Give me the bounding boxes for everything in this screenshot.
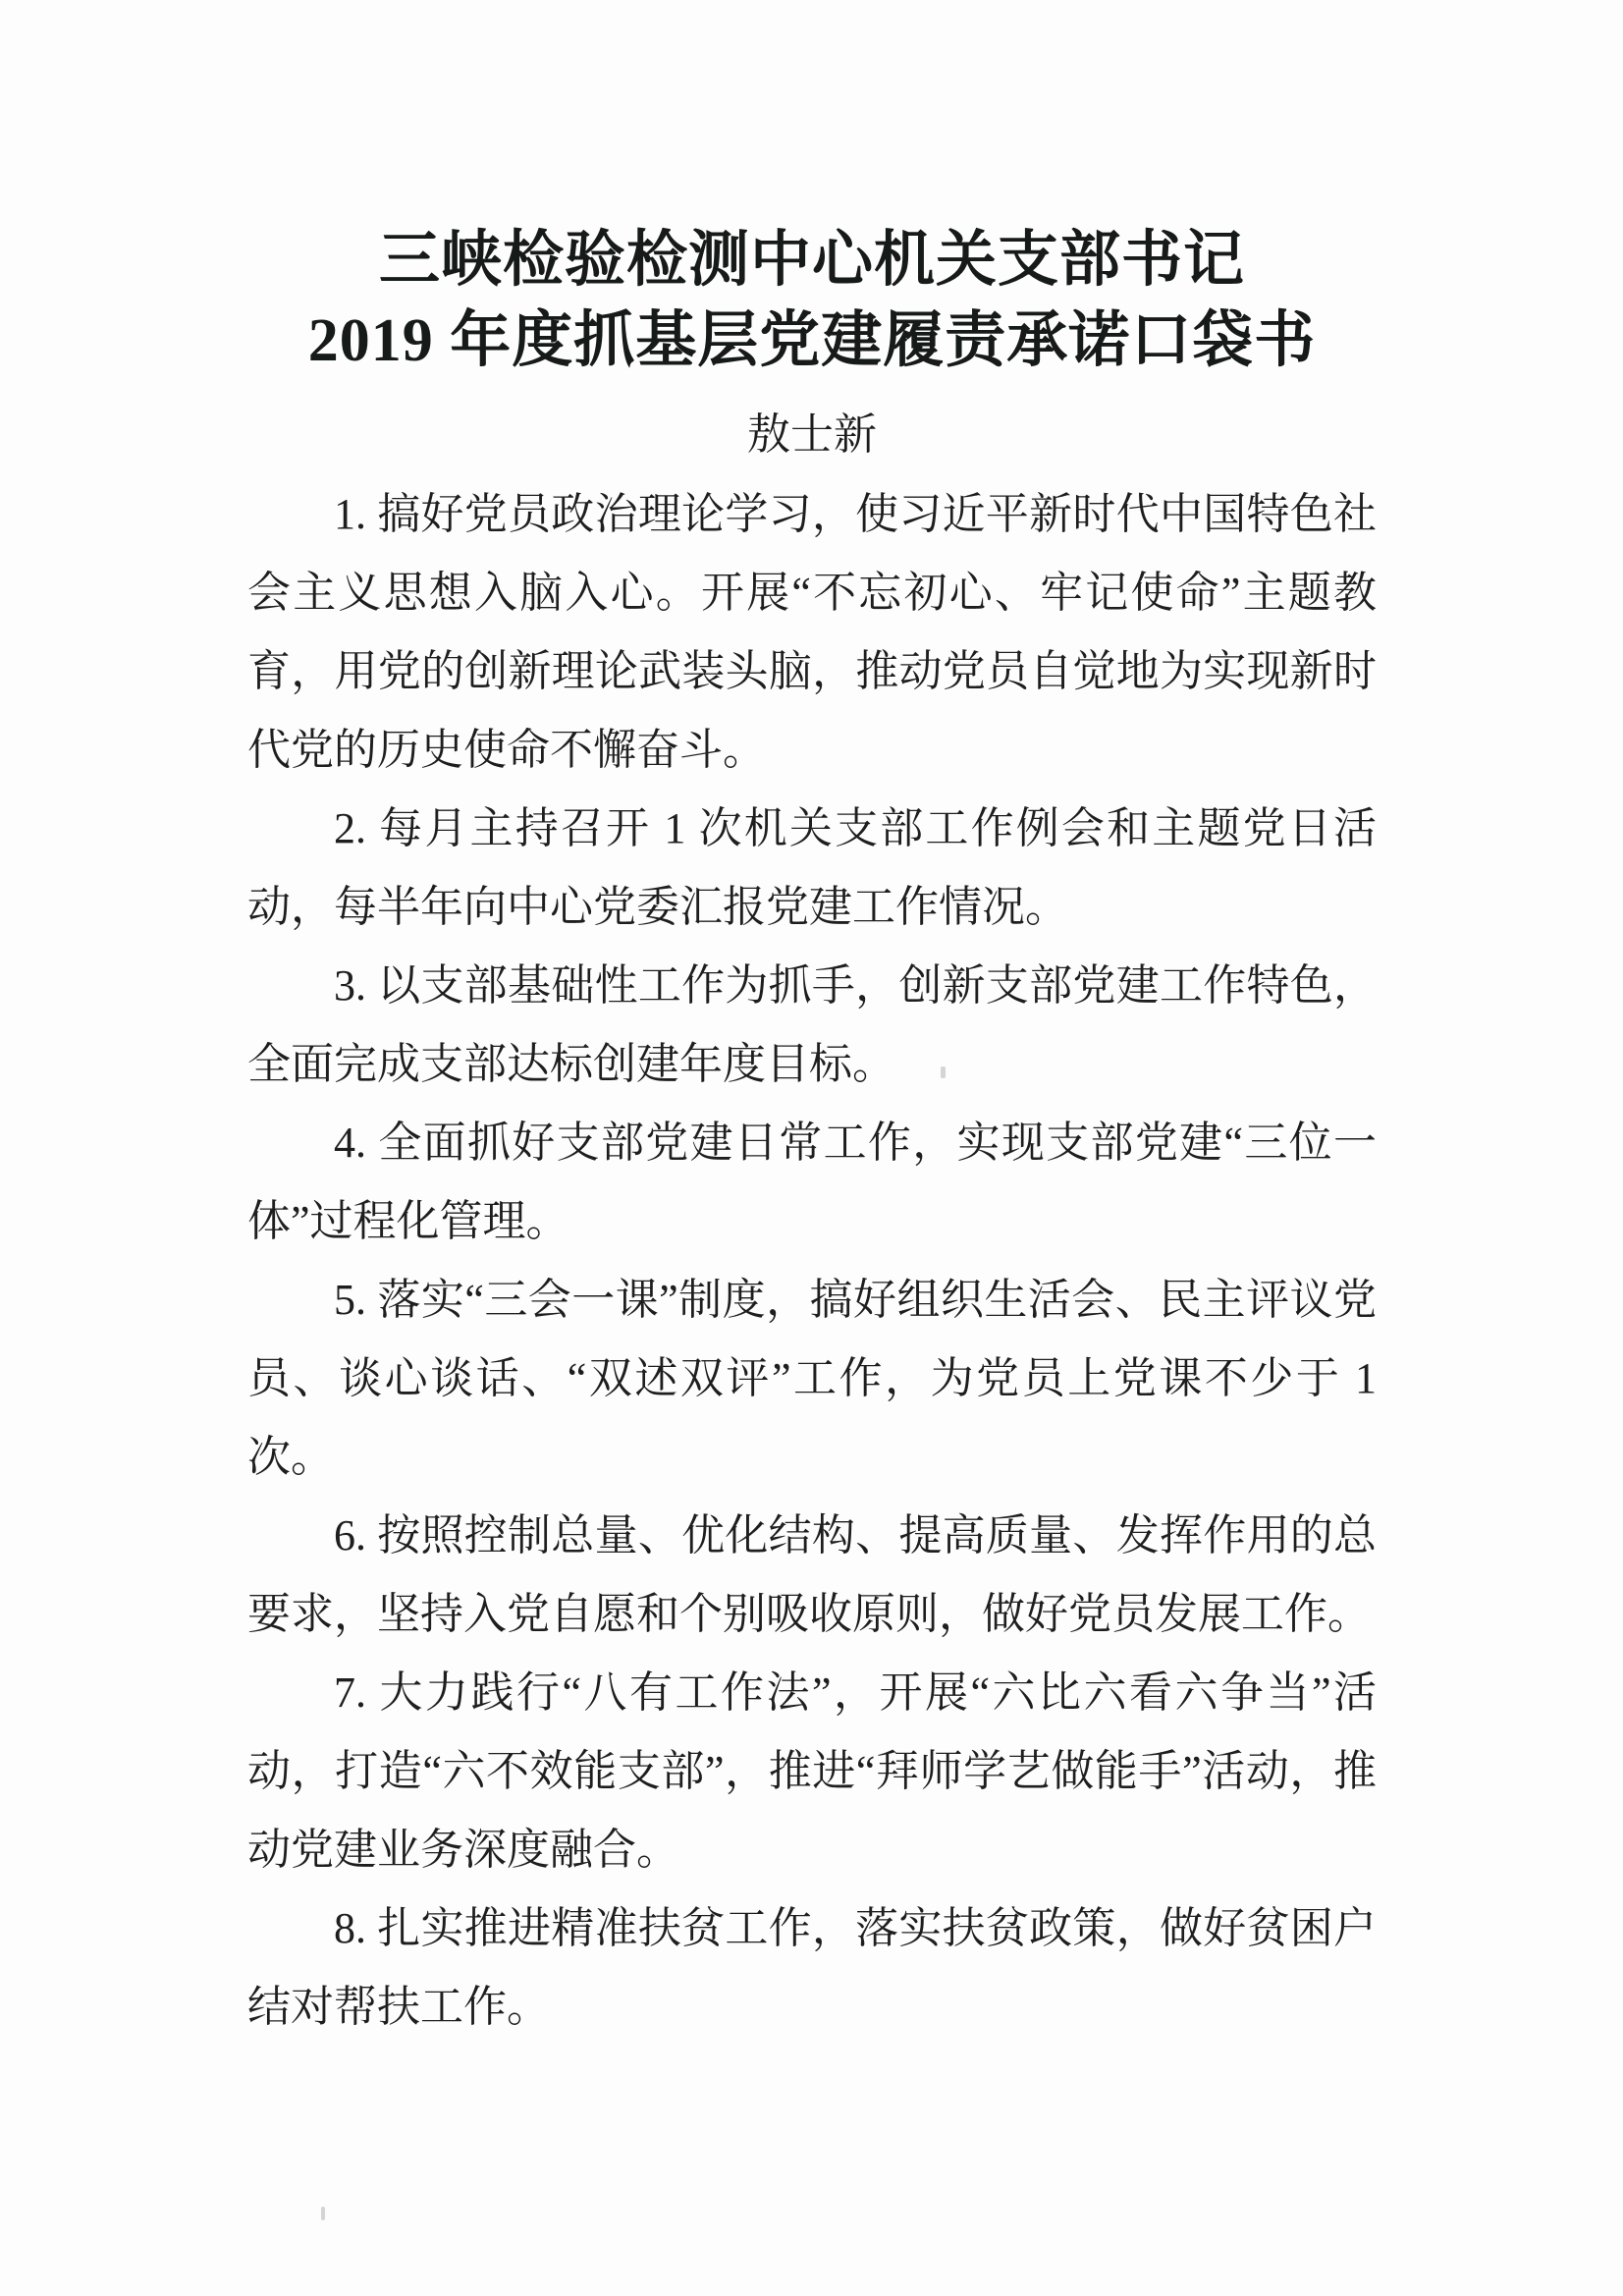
scan-artifact-dot [941,1066,946,1078]
paragraph-7: 7. 大力践行“八有工作法”，开展“六比六看六争当”活动，打造“六不效能支部”，推进“拜师学艺做能手”活动，推动党建业务深度融合。 [247,1668,1377,1874]
page-title-line-1: 三峡检验检测中心机关支部书记 [378,227,1245,294]
paragraph-3: 3. 以支部基础性工作为抓手，创新支部党建工作特色，全面完成支部达标创建年度目标。 [247,961,1377,1088]
paragraph-1: 1. 搞好党员政治理论学习，使习近平新时代中国特色社会主义思想入脑入心。开展“不忘初心、牢记使命”主题教育，用党的创新理论武装头脑，推动党员自觉地为实现新时代党的历史使命不懈奋斗。 [247,490,1377,774]
paragraph-2: 2. 每月主持召开 1 次机关支部工作例会和主题党日活动，每半年向中心党委汇报党建工作情况。 [247,804,1377,931]
document-title [247,220,1377,381]
paragraph-6: 6. 按照控制总量、优化结构、提高质量、发挥作用的总要求，坚持入党自愿和个别吸收原则，做好党员发展工作。 [247,1511,1377,1638]
document-body [247,475,1377,2047]
document-content [247,0,1377,2047]
page-title-line-2: 2019 年度抓基层党建履责承诺口袋书 [307,307,1317,374]
scan-artifact-dot [321,2207,325,2220]
paragraph-8: 8. 扎实推进精准扶贫工作，落实扶贫政策，做好贫困户结对帮扶工作。 [247,1904,1377,2031]
author-name: 敖士新 [747,410,877,459]
paragraph-4: 4. 全面抓好支部党建日常工作，实现支部党建“三位一体”过程化管理。 [247,1119,1377,1245]
paragraph-5: 5. 落实“三会一课”制度，搞好组织生活会、民主评议党员、谈心谈话、“双述双评”工作，为党员上党课不少于 1 次。 [247,1276,1377,1481]
